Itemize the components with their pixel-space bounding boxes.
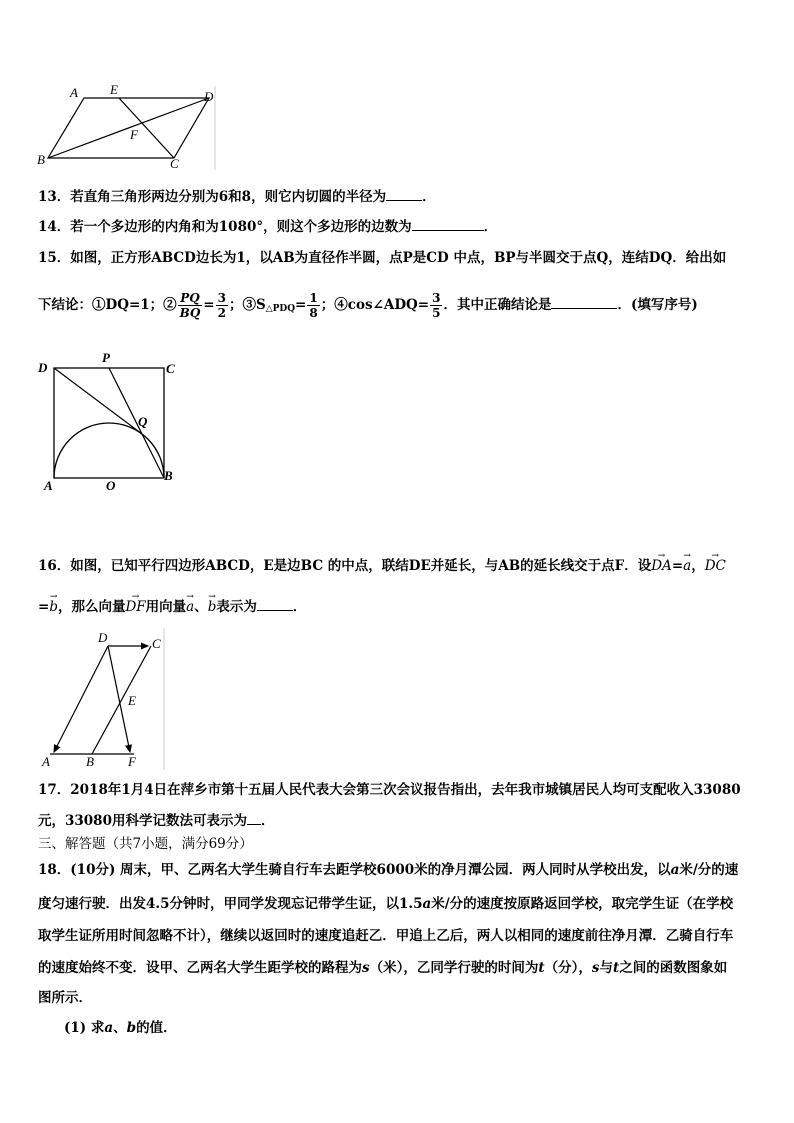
fraction-3-5: $\frac{3}{5}$ — [432, 291, 441, 320]
question-16-line1: 16．如图，已知平行四边形ABCD，E是边BC 的中点，联结DE并延长，与AB的延长线交于点F．设→ DA=→ a，→ DC — [38, 556, 726, 576]
label-E: E — [110, 84, 118, 97]
label-B: B — [164, 468, 173, 483]
label-B: B — [37, 152, 45, 167]
label-A: A — [44, 478, 53, 493]
question-17-line1: 17．2018年1月4日在萍乡市第十五届人民代表大会第三次会议报告指出，去年我市城镇居民人均可支配收入33080 — [38, 782, 741, 798]
question-18-line3: 取学生证所用时间忽略不计），继续以返回时的速度追赶乙．甲追上乙后，两人以相同的速度前往净月潭．乙骑自行车 — [38, 928, 734, 944]
label-F: F — [128, 754, 136, 769]
answer-blank — [551, 294, 617, 309]
label-P: P — [102, 350, 110, 365]
label-Q: Q — [138, 414, 148, 429]
label-C: C — [152, 636, 161, 651]
question-13: 13．若直角三角形两边分别为6和8，则它内切圆的半径为 ． — [38, 186, 436, 207]
answer-blank — [257, 596, 293, 611]
label-D: D — [204, 89, 214, 104]
label-E: E — [128, 693, 136, 708]
question-14: 14．若一个多边形的内角和为1080°，则这个多边形的边数为 ． — [38, 216, 497, 237]
label-C: C — [166, 361, 175, 376]
question-16-line2: =→ b，那么向量→ DF用向量→ a、→ b表示为 ． — [38, 596, 306, 617]
question-18-line4: 的速度始终不变．设甲、乙两名大学生距学校的路程为s（米），乙同学行驶的时间为t（分），s与t之间的函数图象如 — [38, 960, 728, 976]
fraction-1-8: $\frac{1}{8}$ — [309, 291, 318, 320]
answer-blank — [412, 216, 484, 231]
figure-parallelogram-bottom — [34, 628, 169, 770]
fraction-pq-bq: $\frac{PQ}{BQ}$ — [179, 291, 201, 320]
vector-df: → DF — [125, 597, 145, 617]
vector-dc: → DC — [705, 556, 726, 576]
label-D: D — [98, 630, 108, 645]
vector-da: → DA — [651, 556, 672, 576]
section-heading: 三、解答题（共7小题，满分69分） — [38, 836, 253, 852]
label-A: A — [42, 754, 50, 769]
figure-square-semicircle — [36, 348, 186, 498]
label-F: F — [130, 127, 138, 142]
fraction-3-2: $\frac{3}{2}$ — [217, 291, 226, 320]
question-18-line5: 图所示． — [38, 990, 92, 1006]
question-15-line2: 下结论：①DQ=1；② $\frac{PQ}{BQ}$ = $\frac{3}{2}$ ；$③S_{\triangle PDQ}=$ $\frac{1}{8}$ ；④cos∠ADQ= $\frac{3}{5}$ ．其中正确结论是 ．(填写序号) — [38, 291, 698, 320]
vector-b: → b — [49, 597, 58, 617]
question-18-line2: 度匀速行驶．出发4.5分钟时，甲同学发现忘记带学生证，以1.5a米/分的速度按原路返回学校，取完学生证（在学校 — [38, 896, 734, 912]
question-18-line1: 18．(10分) 周末，甲、乙两名大学生骑自行车去距学校6000米的净月潭公园．两人同时从学校出发，以a米/分的速 — [38, 862, 739, 878]
question-17-line2: 元，33080用科学记数法可表示为 ． — [38, 810, 274, 831]
figure-parallelogram-top — [34, 84, 220, 170]
vector-a: → a — [683, 556, 691, 576]
question-18-sub1: (1) 求a、b的值． — [64, 1020, 177, 1036]
label-B: B — [86, 754, 94, 769]
answer-blank — [247, 810, 261, 825]
question-15-line1: 15．如图，正方形ABCD边长为1，以AB为直径作半圆，点P是CD 中点，BP与半圆交于点Q，连结DQ．给出如 — [38, 250, 727, 266]
label-O: O — [106, 478, 116, 493]
label-A: A — [70, 85, 78, 100]
answer-blank — [386, 186, 422, 201]
label-D: D — [38, 360, 48, 375]
label-C: C — [170, 156, 179, 170]
